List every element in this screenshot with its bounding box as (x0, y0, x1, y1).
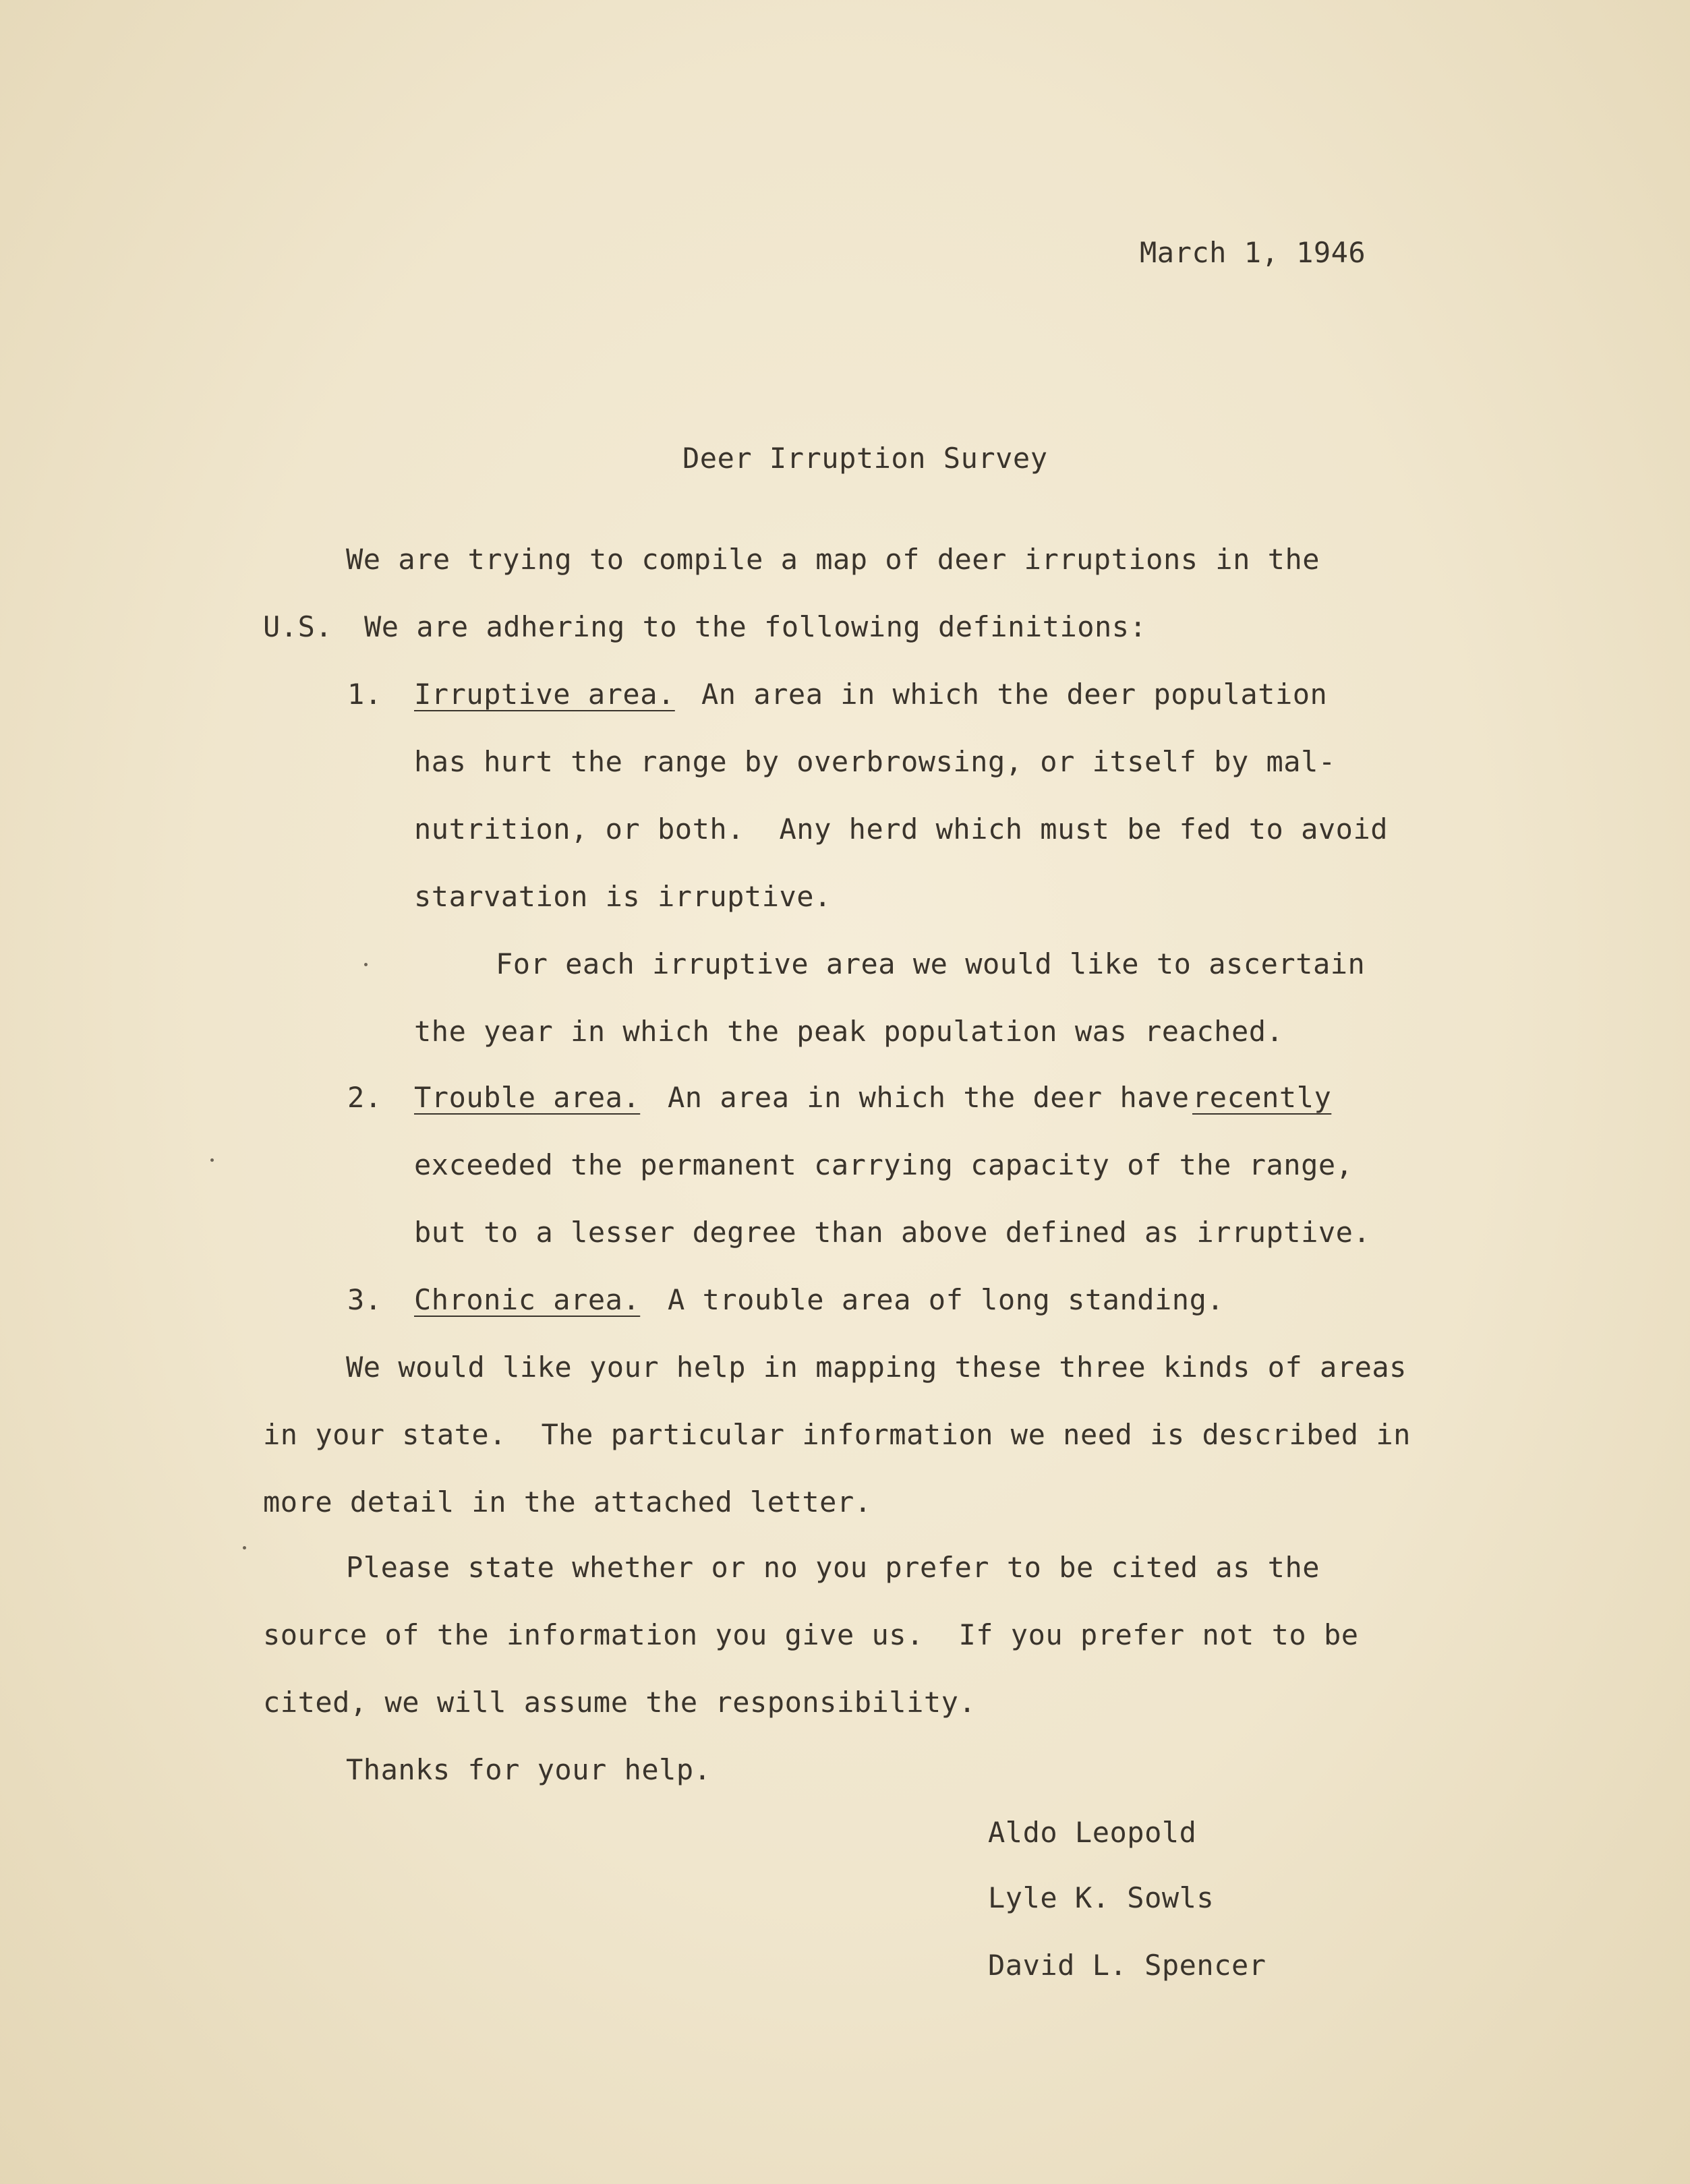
definition-3-term: Chronic area. (414, 1283, 641, 1316)
cite-paragraph-line-3: cited, we will assume the responsibility. (263, 1686, 977, 1719)
help-paragraph-line-2: in your state. The particular information we need is described in (263, 1418, 1411, 1451)
definition-2-line-1: An area in which the deer have (668, 1081, 1190, 1114)
definition-1-number: 1. (347, 678, 382, 711)
definition-1-line-4: starvation is irruptive. (414, 880, 832, 913)
letter-date: March 1, 1946 (1140, 236, 1366, 269)
definition-1-note-line-1: For each irruptive area we would like to ascertain (496, 947, 1366, 980)
definition-2-line-2: exceeded the permanent carrying capacity of the range, (414, 1148, 1353, 1181)
definition-1-line-1: An area in which the deer population (701, 678, 1328, 711)
definition-2-term: Trouble area. (414, 1081, 641, 1114)
closing-line: Thanks for your help. (346, 1753, 711, 1786)
paper-speck (210, 1158, 214, 1162)
paper-speck (243, 1546, 246, 1550)
definition-1-line-2: has hurt the range by overbrowsing, or itself by mal- (414, 745, 1336, 778)
intro-line-2: We are adhering to the following definitions: (364, 610, 1147, 643)
cite-paragraph-line-2: source of the information you give us. If you prefer not to be (263, 1618, 1359, 1651)
letter-title: Deer Irruption Survey (682, 442, 1048, 475)
definition-1-line-3: nutrition, or both. Any herd which must be fed to avoid (414, 813, 1389, 846)
intro-line-1: We are trying to compile a map of deer irruptions in the (346, 543, 1320, 576)
definition-1-term: Irruptive area. (414, 678, 675, 711)
signatory-2: Lyle K. Sowls (988, 1881, 1215, 1914)
signatory-1: Aldo Leopold (988, 1816, 1197, 1849)
definition-3-line-1: A trouble area of long standing. (668, 1283, 1225, 1316)
cite-paragraph-line-1: Please state whether or no you prefer to be cited as the (346, 1551, 1320, 1584)
paper-speck (364, 963, 368, 966)
definition-2-number: 2. (347, 1081, 382, 1114)
definition-2-line-3: but to a lesser degree than above defined as irruptive. (414, 1216, 1371, 1249)
definition-2-emphasis: recently (1192, 1081, 1332, 1114)
intro-line-2-lead: U.S. (263, 610, 333, 643)
definition-1-note-line-2: the year in which the peak population was reached. (414, 1015, 1284, 1048)
definition-3-number: 3. (347, 1283, 382, 1316)
help-paragraph-line-1: We would like your help in mapping these three kinds of areas (346, 1351, 1407, 1384)
signatory-3: David L. Spencer (988, 1949, 1266, 1982)
help-paragraph-line-3: more detail in the attached letter. (263, 1485, 872, 1518)
